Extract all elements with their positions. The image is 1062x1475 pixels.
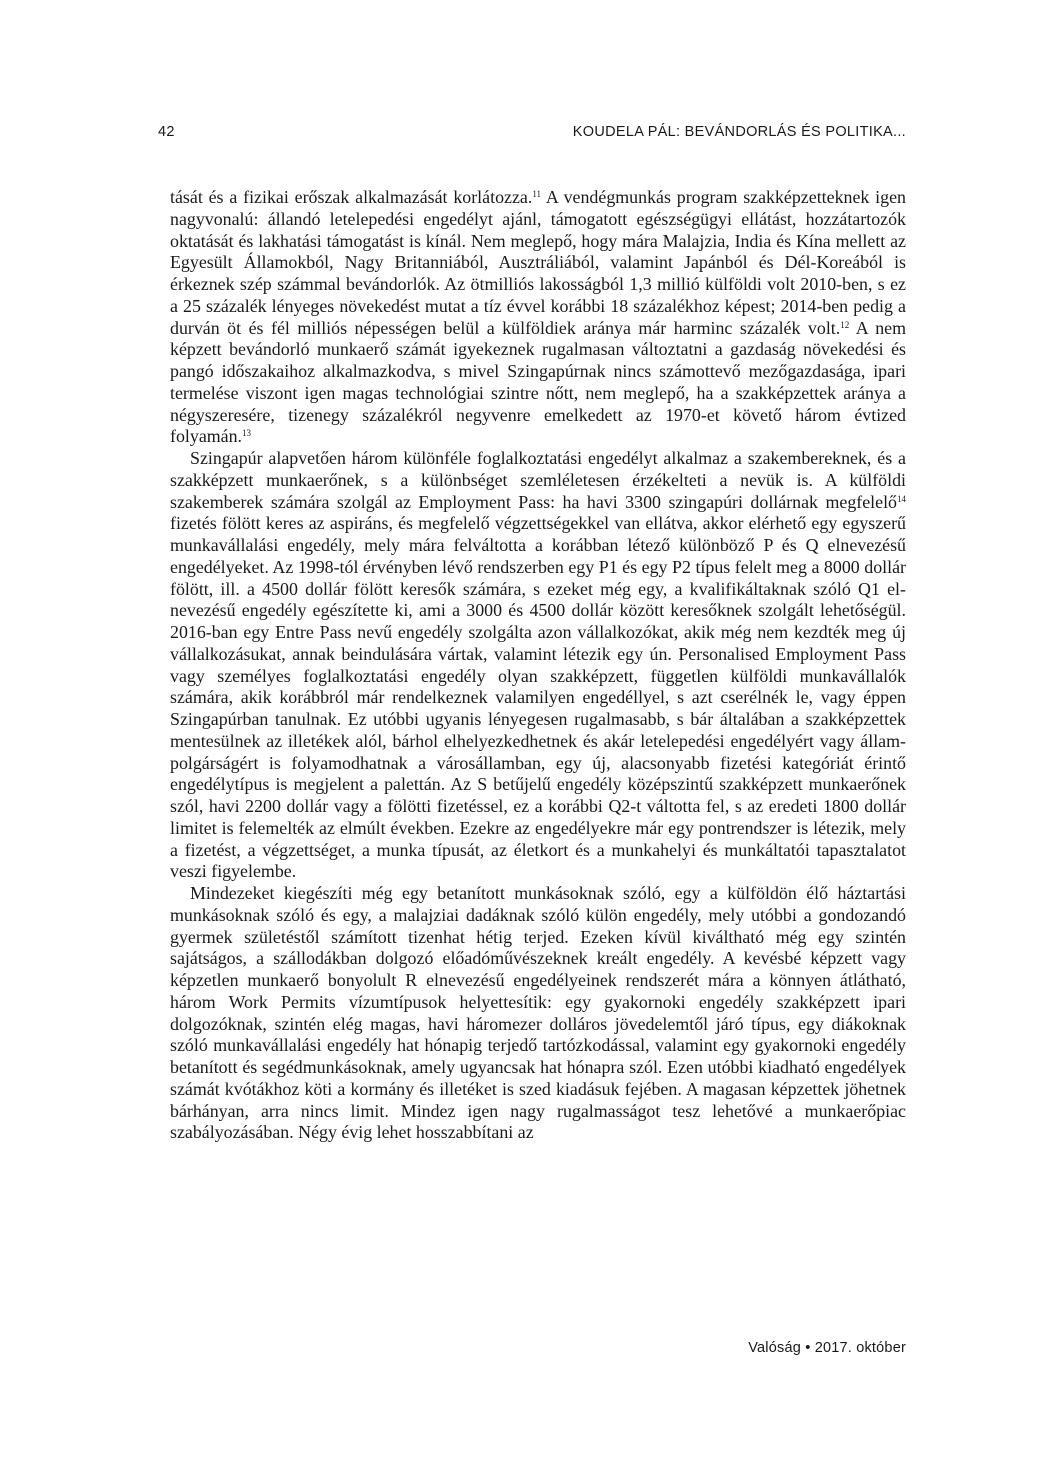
footnote-ref-12: 12 [840,319,850,330]
page-footer [748,1340,906,1356]
paragraph [170,448,906,883]
paragraph [170,187,906,448]
text-run: fizetés fölött keres az aspiráns, és megfelelő végzettségekkel van ellátva, akkor elérhető egy egyszerű munkavállalási engedély, mely mára felváltotta a korábban létező különböző P és Q elnevezésű engedélyeket. Az 1998-tól érvényben lévő rendszerben egy P1 és egy P2 típus felelt meg a 8000 dollár fölött, ill. a 4500 dollár fölött keresők számára, s ezeket még egy, a kvalifikáltaknak szóló Q1 elnevezésű engedély egészítette ki, ami a 3000 és 4500 dollár között keresőknek szolgált lehetőségül. 2016-ban egy Entre Pass nevű engedély szolgálta azon vállalkozókat, akik még nem kezdték meg új vállalkozásukat, annak beindulására vártak, valamint létezik egy ún. Personalised Employment Pass vagy személyes foglalkoztatási engedély olyan szakképzett, független külföldi munkavállalók számára, akik korábbról már rendelkeznek valamilyen engedéllyel, s azt cserélnék le, vagy éppen Szingapúrban tanulnak. Ez utóbbi ugyanis lényegesen rugalmasabb, s bár általában a szakképzettek mentesülnek az illetékek alól, bárhol elhelyezkedhetnek és akár letelepedési engedélyért vagy állampolgárságért is folyamodhatnak a városállamban, egy új, alacsonyabb fizetési kategóriát érintő engedélytípus is megjelent a palettán. Az S betűjelű engedély középszintű szakképzett munkaerőnek szól, havi 2200 dollár vagy a fölötti fizetéssel, ez a korábbi Q2-t váltotta fel, s az eredeti 1800 dollár limitet is felemelték az elmúlt években. Ezekre az engedélyekre már egy pontrendszer is létezik, mely a fizetést, a végzettséget, a munka típusát, az életkort és a munkahelyi és munkáltatói tapasztalatot veszi figyelembe. [170,513,906,882]
text-run: Mindezeket kiegészíti még egy betanított munkásoknak szóló, egy a külföldön élő háztartási munkásoknak szóló és egy, a malajziai dadáknak szóló külön engedély, mely utóbbi a gondozandó gyermek születéstől számított tizenhat hétig terjed. Ezeken kívül kiváltható még egy szintén sajátságos, a szállodákban dolgozó előadóművészeknek kreált engedély. A kevésbé képzett vagy képzetlen munkaerő bonyolult R elnevezésű engedélyeinek rendszerét mára a könnyen átlátható, három Work Permits vízumtípusok helyettesítik: egy gyakornoki engedély szakképzett ipari dolgozóknak, szintén elég magas, havi háromezer dolláros jövedelemtől járó típus, egy diákoknak szóló munkavállalási engedély hat hónapig terjedő tartózkodással, valamint egy gyakornoki engedély betanított és segédmunkásoknak, amely ugyancsak hat hónapra szól. Ezen utóbbi kiadható engedélyek számát kvótákhoz köti a kormány és illetéket is szed kiadásuk fejében. A magasan képzettek jöhetnek bárhányan, arra nincs limit. Mindez igen nagy rugalmasságot tesz lehetővé a munkaerőpiac szabályozásában. Négy évig lehet hosszabbítani az [170,883,906,1143]
article-body [170,187,906,1144]
text-run: tását és a fizikai erőszak alkalmazását korlátozza. [170,187,533,207]
footnote-ref-14: 14 [897,493,906,504]
running-title: KOUDELA PÁL: BEVÁNDORLÁS ÉS POLITIKA... [572,124,906,140]
text-run: A nem képzett bevándorló munkaerő számát igyekeznek rugalmasan változtatni a gazdaság növekedési és pangó időszakaihoz alkalmazkodva, s mivel Szingapúrnak nincs számottevő mezőgazdasága, ipari termelése viszont igen magas technológiai szintre nőtt, nem meglepő, ha a szakképzettek aránya a négyszeresére, tizenegy százalékról negyvenre emelkedett az 1970-et követő három évtized folyamán. [170,317,906,447]
text-run: Szingapúr alapvetően három különféle foglalkoztatási engedélyt alkalmaz a szakembereknek, és a szakképzett munkaerőnek, s a különbséget szemléletesen érzékelteti a nevük is. A külföldi szakemberek számára szolgál az Employment Pass: ha havi 3300 szingapúri dollárnak megfelelő [170,448,906,512]
page-header [158,124,906,146]
page-number: 42 [158,124,175,140]
paragraph [170,883,906,1144]
journal-issue: Valóság • 2017. október [748,1340,906,1356]
text-run: A vendégmunkás program szakképzetteknek igen nagyvonalú: állandó letelepedési engedélyt ajánl, támogatott egészségügyi ellátást, hozzátartozók oktatását és lakhatási támogatást is kínál. Nem meglepő, hogy mára Malajzia, India és Kína mellett az Egyesült Államokból, Nagy Britanniából, Ausztráliából, valamint Japánból és Dél-Koreából is érkeznek szép számmal bevándorlók. Az ötmilliós lakosságból 1,3 millió külföldi volt 2010-ben, s ez a 25 százalék lényeges növekedést mutat a tíz évvel korábbi 18 százalékhoz képest; 2014-ben pedig a durván öt és fél milliós népességen belül a külföldiek aránya már harminc százalék volt. [170,187,906,338]
footnote-ref-13: 13 [242,428,252,439]
footnote-ref-11: 11 [532,189,541,199]
